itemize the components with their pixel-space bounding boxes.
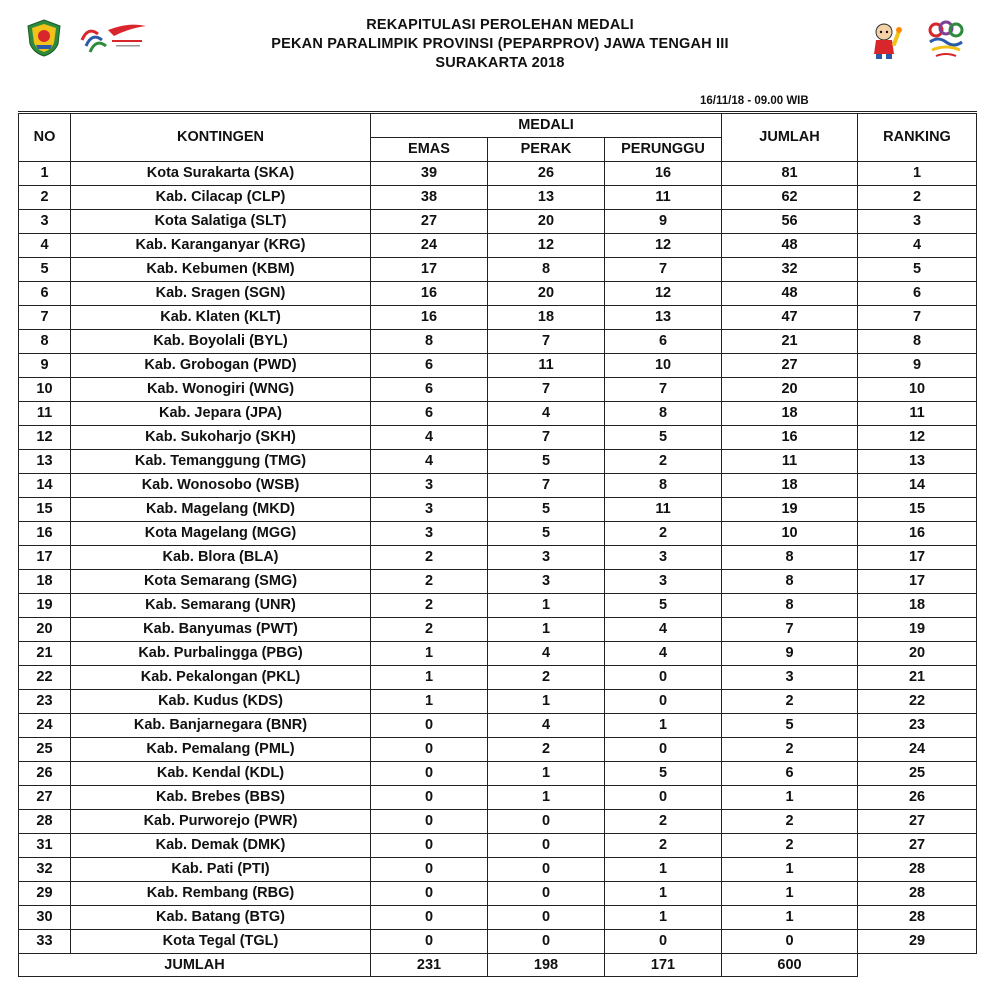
cell-kontingen: Kota Surakarta (SKA) xyxy=(71,162,371,186)
cell-no: 9 xyxy=(19,354,71,378)
cell-kontingen: Kab. Rembang (RBG) xyxy=(71,882,371,906)
cell-no: 32 xyxy=(19,858,71,882)
total-perak: 198 xyxy=(488,954,605,977)
cell-perak: 2 xyxy=(488,738,605,762)
total-perunggu: 171 xyxy=(605,954,722,977)
cell-emas: 0 xyxy=(371,834,488,858)
cell-ranking: 24 xyxy=(858,738,977,762)
table-row xyxy=(19,786,977,810)
header-no: NO xyxy=(19,113,71,162)
cell-no: 16 xyxy=(19,522,71,546)
cell-kontingen: Kab. Brebes (BBS) xyxy=(71,786,371,810)
cell-jumlah: 81 xyxy=(722,162,858,186)
cell-perunggu: 0 xyxy=(605,786,722,810)
cell-perunggu: 4 xyxy=(605,618,722,642)
cell-emas: 0 xyxy=(371,762,488,786)
cell-ranking: 28 xyxy=(858,858,977,882)
cell-ranking: 15 xyxy=(858,498,977,522)
cell-no: 14 xyxy=(19,474,71,498)
cell-perak: 7 xyxy=(488,378,605,402)
total-emas: 231 xyxy=(371,954,488,977)
header-location-year: SURAKARTA 2018 xyxy=(435,55,565,71)
cell-perunggu: 8 xyxy=(605,474,722,498)
cell-perunggu: 11 xyxy=(605,186,722,210)
cell-jumlah: 6 xyxy=(722,762,858,786)
cell-perak: 3 xyxy=(488,570,605,594)
cell-perunggu: 7 xyxy=(605,378,722,402)
table-row xyxy=(19,162,977,186)
table-row xyxy=(19,738,977,762)
cell-perak: 1 xyxy=(488,594,605,618)
table-row xyxy=(19,426,977,450)
cell-jumlah: 5 xyxy=(722,714,858,738)
cell-perunggu: 0 xyxy=(605,690,722,714)
cell-no: 7 xyxy=(19,306,71,330)
cell-no: 8 xyxy=(19,330,71,354)
cell-perak: 12 xyxy=(488,234,605,258)
cell-perak: 0 xyxy=(488,858,605,882)
cell-jumlah: 32 xyxy=(722,258,858,282)
cell-perak: 8 xyxy=(488,258,605,282)
cell-perak: 5 xyxy=(488,522,605,546)
cell-ranking: 14 xyxy=(858,474,977,498)
cell-kontingen: Kab. Banjarnegara (BNR) xyxy=(71,714,371,738)
cell-no: 29 xyxy=(19,882,71,906)
cell-jumlah: 8 xyxy=(722,546,858,570)
table-row xyxy=(19,474,977,498)
cell-emas: 6 xyxy=(371,402,488,426)
cell-perak: 1 xyxy=(488,690,605,714)
cell-kontingen: Kab. Pekalongan (PKL) xyxy=(71,666,371,690)
cell-no: 23 xyxy=(19,690,71,714)
cell-ranking: 29 xyxy=(858,930,977,954)
cell-emas: 0 xyxy=(371,738,488,762)
table-row xyxy=(19,210,977,234)
table-row xyxy=(19,690,977,714)
cell-jumlah: 9 xyxy=(722,642,858,666)
cell-perunggu: 13 xyxy=(605,306,722,330)
cell-emas: 6 xyxy=(371,354,488,378)
table-row xyxy=(19,282,977,306)
cell-jumlah: 16 xyxy=(722,426,858,450)
total-row xyxy=(19,954,977,977)
cell-kontingen: Kab. Magelang (MKD) xyxy=(71,498,371,522)
cell-perunggu: 12 xyxy=(605,282,722,306)
cell-kontingen: Kab. Semarang (UNR) xyxy=(71,594,371,618)
cell-no: 31 xyxy=(19,834,71,858)
cell-no: 28 xyxy=(19,810,71,834)
cell-perak: 18 xyxy=(488,306,605,330)
cell-kontingen: Kab. Kebumen (KBM) xyxy=(71,258,371,282)
cell-perunggu: 2 xyxy=(605,450,722,474)
cell-perunggu: 6 xyxy=(605,330,722,354)
cell-perunggu: 3 xyxy=(605,570,722,594)
table-row xyxy=(19,330,977,354)
cell-perunggu: 11 xyxy=(605,498,722,522)
cell-emas: 0 xyxy=(371,858,488,882)
cell-perunggu: 0 xyxy=(605,666,722,690)
cell-jumlah: 21 xyxy=(722,330,858,354)
cell-ranking: 8 xyxy=(858,330,977,354)
cell-perunggu: 0 xyxy=(605,930,722,954)
cell-kontingen: Kab. Wonosobo (WSB) xyxy=(71,474,371,498)
cell-jumlah: 56 xyxy=(722,210,858,234)
table-row xyxy=(19,642,977,666)
cell-jumlah: 2 xyxy=(722,810,858,834)
table-row xyxy=(19,594,977,618)
medal-table xyxy=(18,111,977,977)
total-label: JUMLAH xyxy=(19,954,371,977)
cell-perunggu: 9 xyxy=(605,210,722,234)
cell-perunggu: 4 xyxy=(605,642,722,666)
header-ranking: RANKING xyxy=(858,113,977,162)
cell-emas: 3 xyxy=(371,474,488,498)
cell-jumlah: 7 xyxy=(722,618,858,642)
cell-kontingen: Kab. Sragen (SGN) xyxy=(71,282,371,306)
table-row xyxy=(19,834,977,858)
cell-no: 25 xyxy=(19,738,71,762)
cell-ranking: 4 xyxy=(858,234,977,258)
cell-emas: 0 xyxy=(371,930,488,954)
table-row xyxy=(19,930,977,954)
cell-kontingen: Kab. Grobogan (PWD) xyxy=(71,354,371,378)
cell-jumlah: 0 xyxy=(722,930,858,954)
cell-perunggu: 5 xyxy=(605,594,722,618)
table-row xyxy=(19,714,977,738)
cell-perunggu: 1 xyxy=(605,714,722,738)
cell-ranking: 6 xyxy=(858,282,977,306)
cell-kontingen: Kab. Batang (BTG) xyxy=(71,906,371,930)
cell-kontingen: Kab. Demak (DMK) xyxy=(71,834,371,858)
cell-perunggu: 1 xyxy=(605,906,722,930)
cell-ranking: 1 xyxy=(858,162,977,186)
cell-no: 2 xyxy=(19,186,71,210)
cell-ranking: 10 xyxy=(858,378,977,402)
cell-emas: 3 xyxy=(371,522,488,546)
cell-kontingen: Kab. Jepara (JPA) xyxy=(71,402,371,426)
table-row xyxy=(19,906,977,930)
cell-jumlah: 2 xyxy=(722,690,858,714)
cell-kontingen: Kab. Kendal (KDL) xyxy=(71,762,371,786)
cell-jumlah: 8 xyxy=(722,570,858,594)
cell-emas: 16 xyxy=(371,306,488,330)
cell-kontingen: Kab. Boyolali (BYL) xyxy=(71,330,371,354)
cell-kontingen: Kota Semarang (SMG) xyxy=(71,570,371,594)
cell-jumlah: 20 xyxy=(722,378,858,402)
cell-no: 1 xyxy=(19,162,71,186)
cell-no: 13 xyxy=(19,450,71,474)
cell-ranking: 18 xyxy=(858,594,977,618)
table-row xyxy=(19,402,977,426)
cell-emas: 17 xyxy=(371,258,488,282)
cell-perak: 0 xyxy=(488,810,605,834)
cell-perak: 0 xyxy=(488,834,605,858)
cell-emas: 4 xyxy=(371,426,488,450)
table-row xyxy=(19,570,977,594)
cell-ranking: 7 xyxy=(858,306,977,330)
cell-kontingen: Kab. Sukoharjo (SKH) xyxy=(71,426,371,450)
cell-emas: 2 xyxy=(371,570,488,594)
cell-kontingen: Kab. Klaten (KLT) xyxy=(71,306,371,330)
table-row xyxy=(19,378,977,402)
cell-perunggu: 2 xyxy=(605,834,722,858)
cell-emas: 6 xyxy=(371,378,488,402)
cell-perak: 7 xyxy=(488,474,605,498)
cell-kontingen: Kab. Pati (PTI) xyxy=(71,858,371,882)
cell-no: 24 xyxy=(19,714,71,738)
cell-jumlah: 3 xyxy=(722,666,858,690)
report-header xyxy=(0,16,1000,73)
cell-kontingen: Kab. Purworejo (PWR) xyxy=(71,810,371,834)
cell-perunggu: 10 xyxy=(605,354,722,378)
cell-perak: 26 xyxy=(488,162,605,186)
cell-jumlah: 27 xyxy=(722,354,858,378)
cell-no: 27 xyxy=(19,786,71,810)
cell-jumlah: 18 xyxy=(722,474,858,498)
cell-perak: 0 xyxy=(488,930,605,954)
cell-emas: 3 xyxy=(371,498,488,522)
cell-emas: 0 xyxy=(371,906,488,930)
cell-jumlah: 1 xyxy=(722,786,858,810)
cell-jumlah: 48 xyxy=(722,234,858,258)
cell-ranking: 25 xyxy=(858,762,977,786)
cell-jumlah: 2 xyxy=(722,738,858,762)
cell-kontingen: Kab. Blora (BLA) xyxy=(71,546,371,570)
cell-no: 22 xyxy=(19,666,71,690)
table-row xyxy=(19,546,977,570)
cell-emas: 8 xyxy=(371,330,488,354)
cell-no: 19 xyxy=(19,594,71,618)
cell-no: 15 xyxy=(19,498,71,522)
cell-no: 6 xyxy=(19,282,71,306)
cell-ranking: 28 xyxy=(858,906,977,930)
cell-perunggu: 2 xyxy=(605,522,722,546)
cell-no: 17 xyxy=(19,546,71,570)
cell-kontingen: Kab. Pemalang (PML) xyxy=(71,738,371,762)
cell-ranking: 5 xyxy=(858,258,977,282)
cell-perak: 11 xyxy=(488,354,605,378)
cell-kontingen: Kota Salatiga (SLT) xyxy=(71,210,371,234)
table-row xyxy=(19,810,977,834)
cell-perak: 0 xyxy=(488,906,605,930)
cell-perak: 4 xyxy=(488,402,605,426)
table-row xyxy=(19,186,977,210)
cell-emas: 4 xyxy=(371,450,488,474)
cell-no: 10 xyxy=(19,378,71,402)
cell-perak: 1 xyxy=(488,762,605,786)
cell-no: 12 xyxy=(19,426,71,450)
table-row xyxy=(19,354,977,378)
cell-emas: 1 xyxy=(371,642,488,666)
cell-ranking: 23 xyxy=(858,714,977,738)
cell-perunggu: 0 xyxy=(605,738,722,762)
cell-perak: 13 xyxy=(488,186,605,210)
cell-perak: 7 xyxy=(488,330,605,354)
cell-perunggu: 12 xyxy=(605,234,722,258)
cell-ranking: 17 xyxy=(858,546,977,570)
cell-jumlah: 8 xyxy=(722,594,858,618)
cell-perak: 0 xyxy=(488,882,605,906)
cell-perak: 7 xyxy=(488,426,605,450)
cell-ranking: 17 xyxy=(858,570,977,594)
table-row xyxy=(19,858,977,882)
cell-ranking: 26 xyxy=(858,786,977,810)
cell-jumlah: 1 xyxy=(722,882,858,906)
cell-ranking: 22 xyxy=(858,690,977,714)
cell-emas: 0 xyxy=(371,882,488,906)
cell-perunggu: 7 xyxy=(605,258,722,282)
cell-emas: 24 xyxy=(371,234,488,258)
cell-no: 33 xyxy=(19,930,71,954)
header-emas: EMAS xyxy=(371,138,488,162)
total-ranking-blank xyxy=(858,954,977,977)
cell-ranking: 13 xyxy=(858,450,977,474)
cell-jumlah: 18 xyxy=(722,402,858,426)
cell-perunggu: 5 xyxy=(605,762,722,786)
cell-emas: 2 xyxy=(371,546,488,570)
cell-perak: 5 xyxy=(488,450,605,474)
cell-ranking: 20 xyxy=(858,642,977,666)
cell-no: 26 xyxy=(19,762,71,786)
header-perunggu: PERUNGGU xyxy=(605,138,722,162)
header-event: PEKAN PARALIMPIK PROVINSI (PEPARPROV) JAWA TENGAH III xyxy=(271,36,729,52)
cell-jumlah: 11 xyxy=(722,450,858,474)
cell-jumlah: 1 xyxy=(722,858,858,882)
cell-emas: 0 xyxy=(371,714,488,738)
cell-ranking: 27 xyxy=(858,810,977,834)
cell-kontingen: Kab. Cilacap (CLP) xyxy=(71,186,371,210)
cell-emas: 0 xyxy=(371,786,488,810)
cell-emas: 39 xyxy=(371,162,488,186)
report-timestamp: 16/11/18 - 09.00 WIB xyxy=(700,95,809,107)
cell-emas: 16 xyxy=(371,282,488,306)
cell-emas: 1 xyxy=(371,690,488,714)
cell-kontingen: Kab. Karanganyar (KRG) xyxy=(71,234,371,258)
cell-emas: 2 xyxy=(371,618,488,642)
cell-emas: 27 xyxy=(371,210,488,234)
cell-perak: 1 xyxy=(488,618,605,642)
table-row xyxy=(19,450,977,474)
cell-ranking: 27 xyxy=(858,834,977,858)
cell-perunggu: 16 xyxy=(605,162,722,186)
cell-kontingen: Kab. Temanggung (TMG) xyxy=(71,450,371,474)
cell-no: 20 xyxy=(19,618,71,642)
cell-ranking: 11 xyxy=(858,402,977,426)
cell-jumlah: 10 xyxy=(722,522,858,546)
cell-jumlah: 2 xyxy=(722,834,858,858)
cell-perunggu: 2 xyxy=(605,810,722,834)
cell-ranking: 19 xyxy=(858,618,977,642)
table-row xyxy=(19,762,977,786)
cell-no: 11 xyxy=(19,402,71,426)
cell-jumlah: 19 xyxy=(722,498,858,522)
table-row xyxy=(19,882,977,906)
cell-ranking: 21 xyxy=(858,666,977,690)
cell-kontingen: Kab. Kudus (KDS) xyxy=(71,690,371,714)
table-row xyxy=(19,666,977,690)
header-kontingen: KONTINGEN xyxy=(71,113,371,162)
cell-perunggu: 8 xyxy=(605,402,722,426)
cell-perak: 5 xyxy=(488,498,605,522)
medal-table-body xyxy=(19,162,977,954)
cell-ranking: 28 xyxy=(858,882,977,906)
table-row xyxy=(19,234,977,258)
cell-emas: 0 xyxy=(371,810,488,834)
header-medali: MEDALI xyxy=(371,113,722,138)
cell-perunggu: 1 xyxy=(605,858,722,882)
cell-ranking: 3 xyxy=(858,210,977,234)
cell-ranking: 12 xyxy=(858,426,977,450)
cell-perak: 1 xyxy=(488,786,605,810)
cell-kontingen: Kota Tegal (TGL) xyxy=(71,930,371,954)
cell-no: 3 xyxy=(19,210,71,234)
table-row xyxy=(19,522,977,546)
cell-perak: 20 xyxy=(488,210,605,234)
cell-ranking: 9 xyxy=(858,354,977,378)
cell-no: 30 xyxy=(19,906,71,930)
cell-jumlah: 1 xyxy=(722,906,858,930)
cell-perak: 4 xyxy=(488,642,605,666)
table-row xyxy=(19,498,977,522)
cell-perak: 20 xyxy=(488,282,605,306)
cell-kontingen: Kab. Banyumas (PWT) xyxy=(71,618,371,642)
cell-jumlah: 48 xyxy=(722,282,858,306)
cell-perak: 3 xyxy=(488,546,605,570)
cell-no: 18 xyxy=(19,570,71,594)
cell-emas: 2 xyxy=(371,594,488,618)
cell-perak: 4 xyxy=(488,714,605,738)
header-title: REKAPITULASI PEROLEHAN MEDALI xyxy=(366,17,634,33)
cell-emas: 38 xyxy=(371,186,488,210)
cell-no: 21 xyxy=(19,642,71,666)
cell-ranking: 16 xyxy=(858,522,977,546)
cell-jumlah: 62 xyxy=(722,186,858,210)
cell-kontingen: Kab. Purbalingga (PBG) xyxy=(71,642,371,666)
total-jumlah: 600 xyxy=(722,954,858,977)
cell-perunggu: 1 xyxy=(605,882,722,906)
table-row xyxy=(19,618,977,642)
cell-jumlah: 47 xyxy=(722,306,858,330)
cell-no: 5 xyxy=(19,258,71,282)
cell-perunggu: 5 xyxy=(605,426,722,450)
cell-perak: 2 xyxy=(488,666,605,690)
cell-kontingen: Kota Magelang (MGG) xyxy=(71,522,371,546)
cell-ranking: 2 xyxy=(858,186,977,210)
cell-emas: 1 xyxy=(371,666,488,690)
cell-kontingen: Kab. Wonogiri (WNG) xyxy=(71,378,371,402)
table-row xyxy=(19,306,977,330)
cell-no: 4 xyxy=(19,234,71,258)
header-jumlah: JUMLAH xyxy=(722,113,858,162)
header-perak: PERAK xyxy=(488,138,605,162)
cell-perunggu: 3 xyxy=(605,546,722,570)
table-row xyxy=(19,258,977,282)
